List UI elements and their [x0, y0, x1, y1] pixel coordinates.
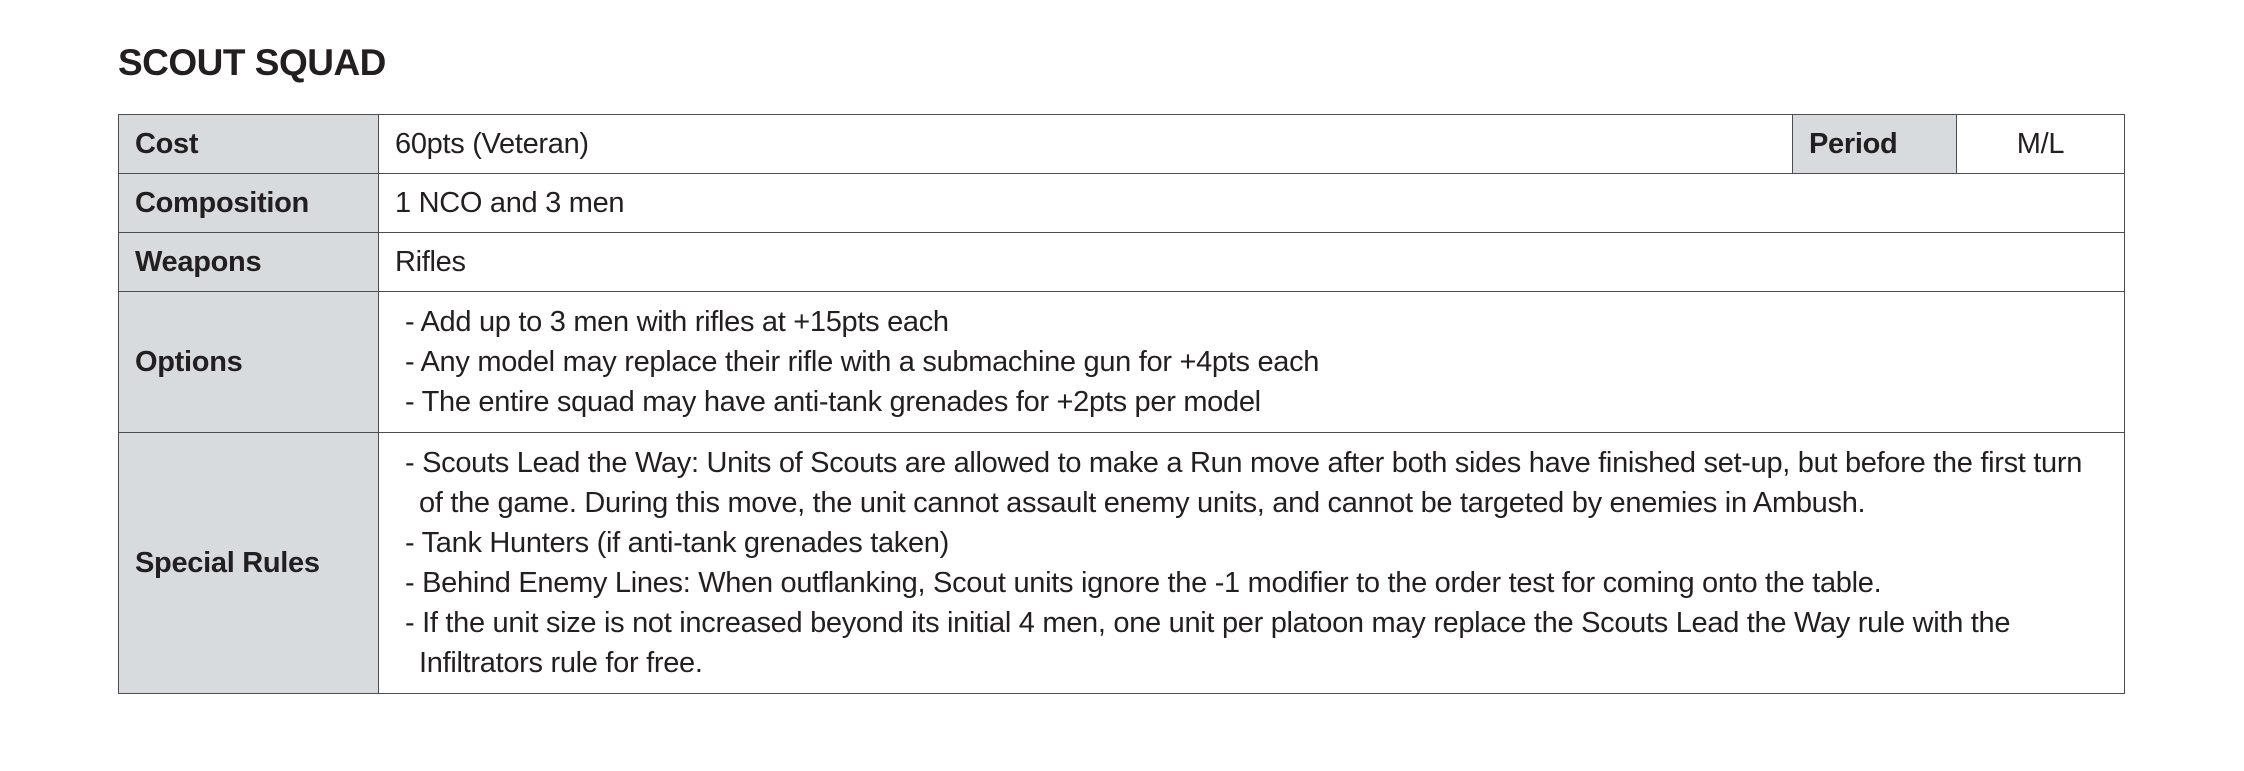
special-rules-list — [395, 443, 2108, 683]
period-value: M/L — [1957, 115, 2125, 174]
page-title: SCOUT SQUAD — [118, 42, 386, 83]
period-label: Period — [1793, 115, 1957, 174]
options-row — [119, 292, 2125, 433]
options-value — [379, 292, 2125, 433]
options-label: Options — [119, 292, 379, 433]
special-rules-label: Special Rules — [119, 433, 379, 694]
option-item: - The entire squad may have anti-tank grenades for +2pts per model — [405, 386, 1261, 418]
composition-row — [119, 174, 2125, 233]
special-rule-item: - Behind Enemy Lines: When outflanking, Scout units ignore the -1 modifier to the order test for coming onto the table. — [405, 567, 1882, 599]
composition-value: 1 NCO and 3 men — [379, 174, 2125, 233]
weapons-value: Rifles — [379, 233, 2125, 292]
special-rules-value — [379, 433, 2125, 694]
composition-label: Composition — [119, 174, 379, 233]
special-rules-row — [119, 433, 2125, 694]
cost-row — [119, 115, 2125, 174]
cost-label: Cost — [119, 115, 379, 174]
weapons-row — [119, 233, 2125, 292]
special-rule-item: - Scouts Lead the Way: Units of Scouts are allowed to make a Run move after both sides have finished set-up, but before the first turn of the game. During this move, the unit cannot assault enemy units, and cannot be targeted by enemies in Ambush. — [405, 447, 2083, 519]
option-item: - Add up to 3 men with rifles at +15pts each — [405, 306, 949, 338]
option-item: - Any model may replace their rifle with a submachine gun for +4pts each — [405, 346, 1320, 378]
weapons-label: Weapons — [119, 233, 379, 292]
cost-value: 60pts (Veteran) — [379, 115, 1793, 174]
special-rule-item: - If the unit size is not increased beyond its initial 4 men, one unit per platoon may replace the Scouts Lead the Way rule with the Infiltrators rule for free. — [405, 607, 2011, 679]
special-rule-item: - Tank Hunters (if anti-tank grenades taken) — [405, 527, 949, 559]
unit-stats-table — [118, 114, 2125, 694]
options-list — [395, 302, 2108, 422]
